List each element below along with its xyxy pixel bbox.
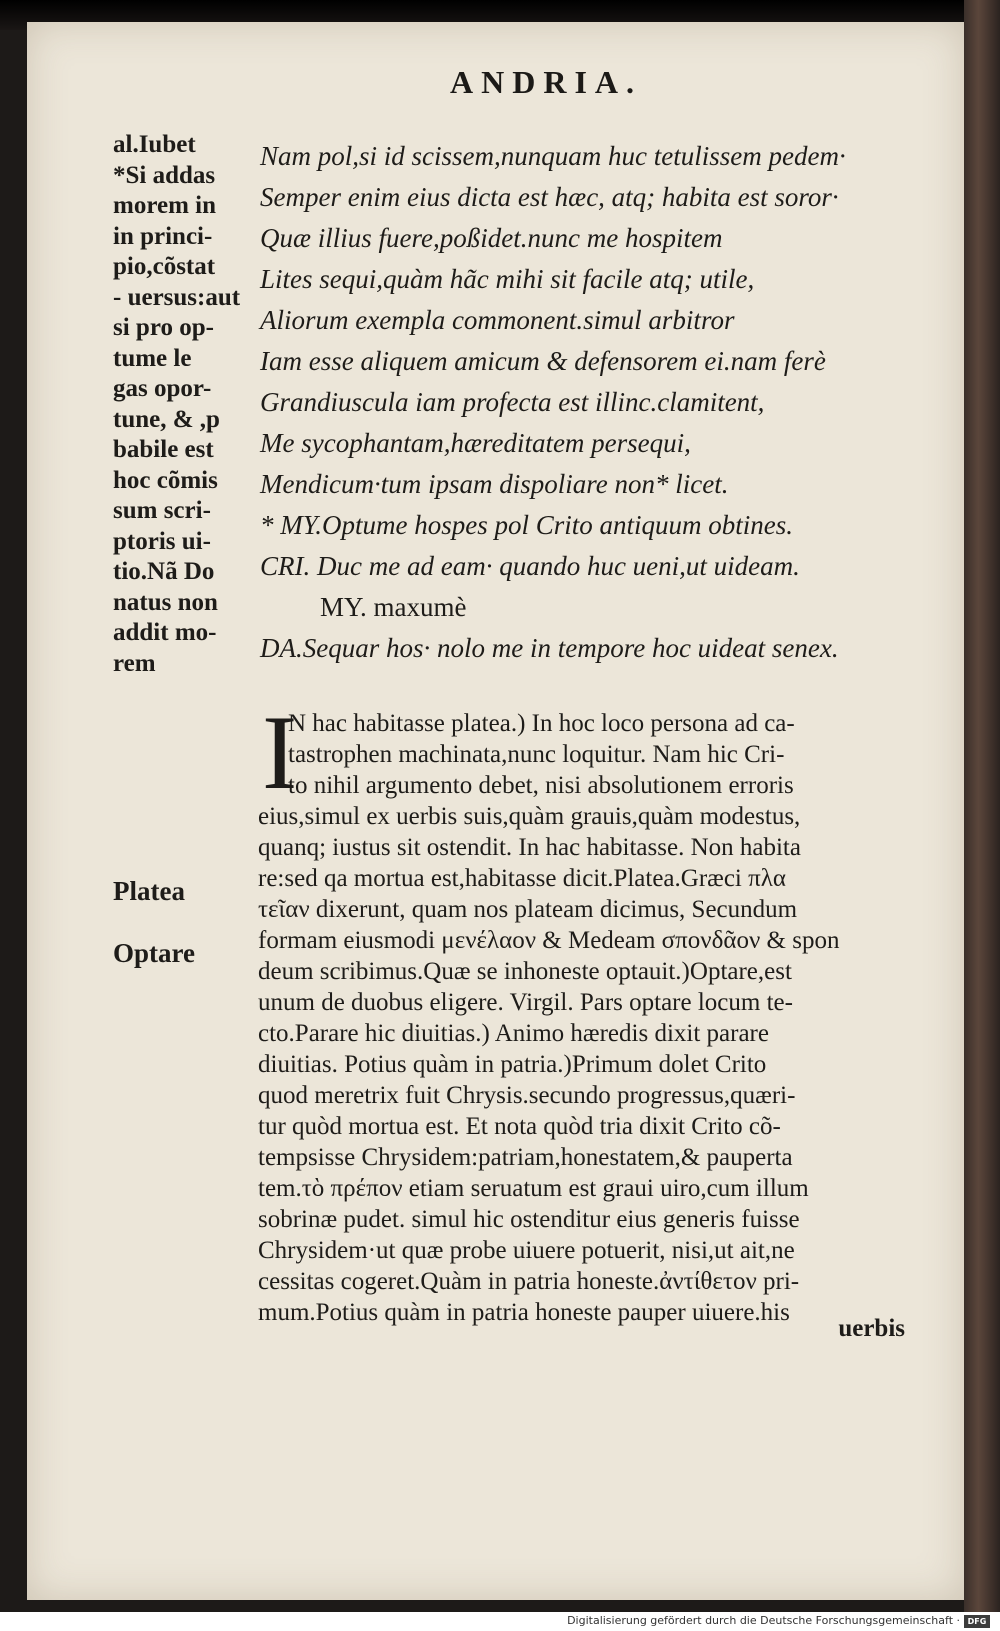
verse-line: Nam pol,si id scissem,nunquam huc tetulissem pedem·: [260, 141, 846, 171]
commentary-line: deum scribimus.Quæ se inhoneste optauit.)Optare,est: [258, 958, 792, 985]
commentary-line: quanq; iustus sit ostendit. In hac habitasse. Non habita: [258, 834, 801, 861]
verse-line: Grandiuscula iam profecta est illinc.clamitent,: [260, 387, 765, 417]
verse-line: MY. maxumè: [320, 592, 467, 622]
funding-credit: Digitalisierung gefördert durch die Deutsche Forschungsgemeinschaft ·: [567, 1614, 960, 1627]
commentary-line: diuitias. Potius quàm in patria.)Primum dolet Crito: [258, 1051, 767, 1078]
running-title: ANDRIA.: [450, 64, 642, 100]
verse-line: * MY.Optume hospes pol Crito antiquum obtines.: [260, 510, 794, 540]
margin-note-line: al.Iubet: [113, 131, 196, 158]
margin-note-line: babile est: [113, 436, 214, 463]
commentary-line: sobrinæ pudet. simul hic ostenditur eius generis fuisse: [258, 1206, 800, 1233]
catchword: uerbis: [838, 1315, 905, 1342]
margin-note-line: pio,cõstat: [113, 253, 216, 280]
commentary-line: tastrophen machinata,nunc loquitur. Nam hic Cri-: [288, 741, 785, 768]
verse-line: Lites sequi,quàm hãc mihi sit facile atq; utile,: [260, 264, 755, 294]
margin-note-line: morem in: [113, 192, 216, 219]
margin-note-line: - uersus:aut: [113, 283, 241, 311]
commentary-line: eius,simul ex uerbis suis,quàm grauis,quàm modestus,: [258, 803, 801, 830]
commentary-line: cto.Parare hic diuitias.) Animo hæredis dixit parare: [258, 1020, 769, 1047]
verse-line: Mendicum·tum ipsam dispoliare non* licet.: [260, 469, 729, 499]
commentary-line: quod meretrix fuit Chrysis.secundo progressus,quæri-: [258, 1082, 796, 1109]
commentary-line: Chrysidem·ut quæ probe uiuere potuerit, nisi,ut ait,ne: [258, 1237, 795, 1264]
margin-note-line: addit mo-: [113, 619, 217, 646]
commentary-line: unum de duobus eligere. Virgil. Pars optare locum te-: [258, 989, 793, 1016]
margin-note-line: sum scri-: [113, 497, 211, 524]
verse-line: Me sycophantam,hæreditatem persequi,: [260, 428, 691, 458]
verse-line: CRI. Duc me ad eam· quando huc ueni,ut uideam.: [260, 551, 800, 581]
margin-note-line: tune, & ,p: [113, 405, 220, 433]
commentary-line: N hac habitasse platea.) In hoc loco persona ad ca-: [288, 710, 795, 737]
verse-line: Semper enim eius dicta est hæc, atq; habita est soror·: [260, 182, 839, 212]
margin-note-line: tio.Nã Do: [113, 558, 215, 585]
drop-capital: I: [262, 694, 298, 811]
verse-line: Iam esse aliquem amicum & defensorem ei.nam ferè: [260, 346, 826, 376]
verse-line: Aliorum exempla commonent.simul arbitror: [260, 305, 735, 335]
commentary-line: τεῖαν dixerunt, quam nos plateam dicimus, Secundum: [258, 896, 798, 923]
margin-note-line: tume le: [113, 344, 192, 372]
dfg-logo: DFG: [964, 1615, 990, 1628]
margin-note-line: hoc cõmis: [113, 466, 218, 494]
side-label-platea: Platea: [113, 876, 185, 906]
commentary-line: mum.Potius quàm in patria honeste pauper uiuere.his: [258, 1299, 790, 1326]
marginal-notes: [113, 130, 253, 679]
margin-note-line: natus non: [113, 588, 218, 616]
commentary-line: cessitas cogeret.Quàm in patria honeste.ἀντίθετον pri-: [258, 1268, 800, 1295]
margin-note-line: in princi-: [113, 222, 213, 250]
verse-line: Quæ illius fuere,poßidet.nunc me hospitem: [260, 223, 723, 253]
commentary-line: formam eiusmodi μενέλαον & Medeam σπονδᾶον & spon: [258, 927, 840, 954]
margin-note-line: si pro op-: [113, 314, 214, 341]
margin-note-line: rem: [113, 649, 156, 677]
commentary-line: tur quòd mortua est. Et nota quòd tria dixit Crito cõ-: [258, 1113, 781, 1140]
commentary-line: re:sed qa mortua est,habitasse dicit.Platea.Græci πλα: [258, 865, 786, 892]
side-label-optare: Optare: [113, 938, 195, 968]
commentary-line: tem.τὸ πρέπον etiam seruatum est graui uiro,cum illum: [258, 1175, 809, 1202]
margin-note-line: ptoris ui-: [113, 527, 211, 555]
footer-bar: [0, 1612, 1000, 1631]
commentary-line: tempsisse Chrysidem:patriam,honestatem,& pauperta: [258, 1144, 793, 1171]
verse-line: DA.Sequar hos· nolo me in tempore hoc uideat senex.: [260, 633, 839, 663]
commentary-block: [258, 694, 958, 1328]
verse-block: [260, 136, 920, 669]
margin-note-line: *Si addas: [113, 161, 216, 189]
book-edge: [964, 0, 1000, 1612]
commentary-line: to nihil argumento debet, nisi absolutionem erroris: [288, 772, 794, 799]
margin-note-line: gas opor-: [113, 375, 212, 402]
